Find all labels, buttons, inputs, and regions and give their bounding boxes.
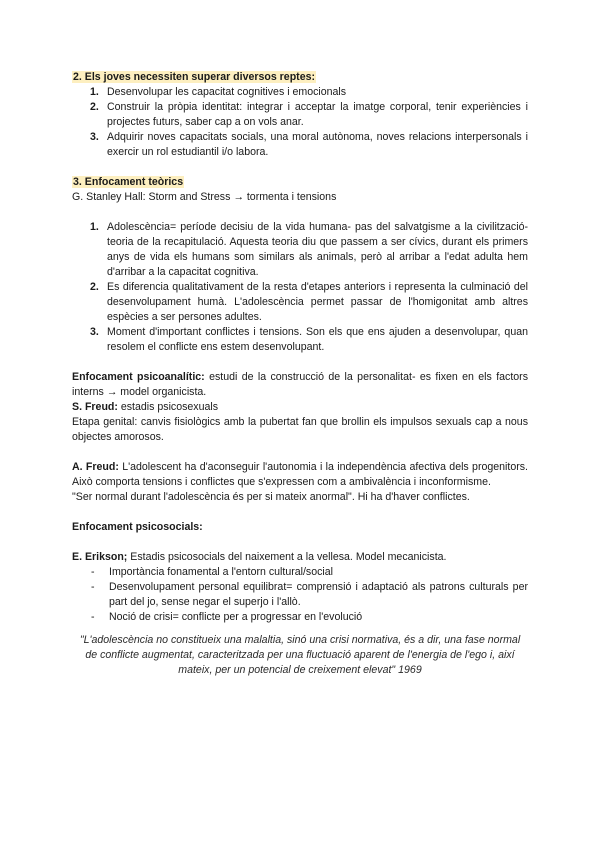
list-item <box>72 220 528 280</box>
psicosocial-heading: Enfocament psicosocials: <box>72 521 203 533</box>
freud-line <box>72 400 528 415</box>
list-number: 3. <box>90 326 99 338</box>
etapa-genital-paragraph: Etapa genital: canvis fisiològics amb la pubertat fan que brollin els impulsos sexuals cap a nous objectes amorosos. <box>72 416 528 443</box>
section-2-heading <box>72 70 528 85</box>
list-item <box>72 130 528 160</box>
list-item-text: Importància fonamental a l'entorn cultural/social <box>109 566 334 578</box>
list-number: 1. <box>90 86 99 98</box>
list-item-text: Noció de crisi= conflicte per a progressar en l'evolució <box>109 611 363 623</box>
list-item-text: Es diferencia qualitativament de la resta d'etapes anteriors i representa la culminació del desenvolupament humà. L'adolescència permet passar de l'homigonitat amb altres espècies a ser persones adultes. <box>107 281 528 323</box>
afreud-text: L'adolescent ha d'aconseguir l'autonomia i la independència afectiva dels progenitors. Això comporta tensions i conflictes que s'expressen com a ambivalència i inconformisme. <box>72 461 528 488</box>
document-page <box>72 70 528 678</box>
erikson-label: E. Erikson; <box>72 551 128 563</box>
list-item <box>72 565 528 580</box>
psicoanalitic-label: Enfocament psicoanalític: <box>72 371 205 383</box>
section-3-list <box>72 220 528 355</box>
psicoanalitic-text: estudi de la construcció de la personalitat- es fixen en els factors interns → model organicista. <box>72 371 528 398</box>
closing-quote: "L'adolescència no constitueix una malaltia, sinó una crisi normativa, és a dir, una fase normal de conflicte augmentat, caracteritzada per una fluctuació aparent de l'energia de l'ego i, així mateix, per un potencial de creixement elevat" 1969 <box>79 634 521 676</box>
section-3-heading <box>72 175 528 190</box>
list-item-text: Desenvolupar les capacitat cognitives i emocionals <box>107 86 347 98</box>
section-2-list <box>72 85 528 160</box>
list-item <box>72 325 528 355</box>
erikson-bullet-list <box>72 565 528 625</box>
dash-marker: - <box>91 566 95 578</box>
list-item-text: Construir la pròpia identitat: integrar i acceptar la imatge corporal, tenir experiències i projectes futurs, saber cap a on vols anar. <box>107 101 528 128</box>
afreud-paragraph <box>72 460 528 490</box>
dash-marker: - <box>91 581 95 593</box>
list-item <box>72 610 528 625</box>
section-2-heading-text: 2. Els joves necessiten superar diversos reptes: <box>73 71 316 83</box>
section-3-heading-text: 3. Enfocament teòrics <box>73 176 184 188</box>
dash-marker: - <box>91 611 95 623</box>
list-item <box>72 280 528 325</box>
list-item-text: Adolescència= període decisiu de la vida humana- pas del salvatgisme a la civilització- teoria de la recapitulació. Aquesta teoria diu que passem a ser cívics, durant els primers anys de vida els humans som similars als animals, però al arribar a l'edat adulta hem d'arribar a la capacitat cognitiva. <box>107 221 528 278</box>
list-number: 2. <box>90 101 99 113</box>
list-number: 1. <box>90 221 99 233</box>
erikson-text: Estadis psicosocials del naixement a la vellesa. Model mecanicista. <box>127 551 447 563</box>
psicoanalitic-paragraph <box>72 370 528 400</box>
erikson-line <box>72 550 528 565</box>
list-number: 3. <box>90 131 99 143</box>
list-item <box>72 100 528 130</box>
list-item-text: Moment d'important conflictes i tensions. Son els que ens ajuden a desenvolupar, quan resolem el conflicte ens estem desenvolupant. <box>107 326 528 353</box>
list-item-text: Adquirir noves capacitats socials, una moral autònoma, noves relacions interpersonals i exercir un rol estudiantil i/o labora. <box>107 131 528 158</box>
afreud-label: A. Freud: <box>72 461 119 473</box>
list-item <box>72 85 528 100</box>
freud-text: estadis psicosexuals <box>117 401 219 413</box>
section-3-subtitle: G. Stanley Hall: Storm and Stress → tormenta i tensions <box>72 191 337 203</box>
list-number: 2. <box>90 281 99 293</box>
list-item-text: Desenvolupament personal equilibrat= comprensió i adaptació als patrons culturals per part del jo, sense negar el superjo i l'allò. <box>109 581 528 608</box>
list-item <box>72 580 528 610</box>
freud-label: S. Freud: <box>72 401 118 413</box>
afreud-quote: "Ser normal durant l'adolescència és per si mateix anormal". Hi ha d'haver conflictes. <box>72 491 470 503</box>
